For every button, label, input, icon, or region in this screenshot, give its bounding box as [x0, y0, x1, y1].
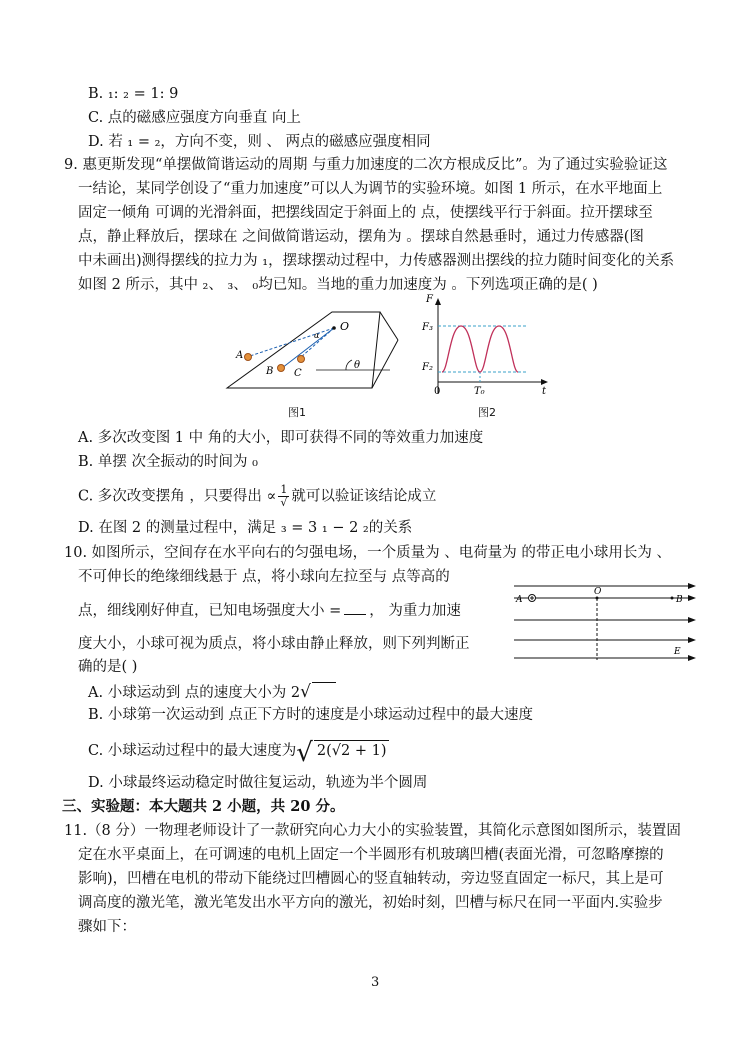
q9-option-d: D. 在图 2 的测量过程中，满足 ₃ = 3 ₁ − 2 ₂的关系: [78, 520, 413, 536]
q10-stem-line4: 度大小，小球可视为质点，将小球由静止释放，则下列判断正: [78, 636, 470, 652]
fig1-label-C: C: [294, 368, 302, 379]
figure-3-electric-field: [512, 578, 698, 662]
q8-option-c: C. 点的磁感应强度方向垂直 向上: [88, 110, 301, 126]
fig1-label-B: B: [266, 366, 274, 377]
section-3-heading: 三、实验题：本大题共 2 小题，共 20 分。: [62, 798, 345, 815]
q10-stem-line5: 确的是( ): [78, 659, 138, 675]
q9-stem-line6: 如图 2 所示，其中 ₂、 ₃、 ₀均已知。当地的重力加速度为 。下列选项正确的是( ): [78, 277, 598, 293]
q9c-text-post: 就可以验证该结论成立: [291, 488, 437, 505]
page-number: 3: [371, 975, 380, 990]
q10a-text: A. 小球运动到 点的速度大小为 2: [88, 685, 301, 701]
q9c-numerator: 1: [278, 484, 289, 497]
fig3-label-E: E: [674, 647, 681, 657]
q9-stem-line3: 固定一倾角 可调的光滑斜面，把摆线固定于斜面上的 点，使摆线平行于斜面。拉开摆球至: [78, 205, 653, 221]
q9-stem-line1: 9. 惠更斯发现“单摆做简谐运动的周期 与重力加速度的二次方根成反比”。为了通过实验验证这: [64, 157, 668, 173]
q10-option-c: [88, 738, 389, 768]
figure-2-caption: 图2: [478, 406, 496, 419]
fig2-label-F: F: [426, 294, 433, 305]
fig2-label-origin: 0: [434, 386, 441, 397]
fig1-label-A: A: [236, 350, 244, 361]
q10c-radical-icon: √: [296, 738, 313, 768]
q10c-radicand: 2(√2 + 1): [314, 740, 390, 761]
q10c-text: C. 小球运动过程中的最大速度为: [88, 743, 297, 759]
fig3-label-O: O: [594, 587, 602, 597]
fig2-label-F3: F₃: [422, 322, 433, 333]
q10-stem-line2: 不可伸长的绝缘细线悬于 点，将小球向左拉至与 点等高的: [78, 569, 450, 585]
q11-stem-line2: 定在水平桌面上，在可调速的电机上固定一个半圆形有机玻璃凹槽(表面光滑，可忽略摩擦的: [78, 847, 664, 863]
fig2-label-t: t: [542, 386, 547, 397]
fig2-label-F2: F₂: [422, 362, 433, 373]
q9-stem-line4: 点，静止释放后，摆球在 之间做简谐运动，摆角为 。摆球自然悬垂时，通过力传感器(图: [78, 229, 644, 245]
q10-line3-post: ， 为重力加速: [369, 603, 461, 619]
q9c-denominator: √: [280, 496, 288, 509]
q8-option-b: B. ₁: ₂ = 1: 9: [88, 86, 179, 102]
q10a-radicand: [312, 682, 336, 703]
q9-option-c: [78, 484, 436, 509]
q9-option-b: B. 单摆 次全振动的时间为 ₀: [78, 454, 258, 470]
q11-stem-line3: 影响)，凹槽在电机的带动下能绕过凹槽圆心的竖直轴转动，旁边竖直固定一标尺，其上是可: [78, 871, 664, 887]
q9-stem-line2: 一结论，某同学创设了“重力加速度”可以人为调节的实验环境。如图 1 所示，在水平地面上: [78, 181, 663, 197]
q9-option-a: A. 多次改变图 1 中 角的大小，即可获得不同的等效重力加速度: [78, 430, 484, 446]
q10-fraction-bar: [344, 604, 366, 615]
q10-stem-line3: [78, 601, 461, 621]
fig1-label-alpha: α: [314, 331, 320, 340]
fig3-label-A: A: [516, 595, 523, 605]
q11-stem-line4: 调高度的激光笔，激光笔发出水平方向的激光，初始时刻，凹槽与标尺在同一平面内.实验步: [78, 895, 663, 911]
q11-stem-line1: 11.（8 分）一物理老师设计了一款研究向心力大小的实验装置，其简化示意图如图所示，装置固: [64, 823, 681, 839]
figure-2-force-time-graph: [418, 294, 550, 404]
fig1-label-theta: θ: [354, 360, 361, 371]
q10-stem-line1: 10. 如图所示，空间存在水平向右的匀强电场，一个质量为 、电荷量为 的带正电小球用长为 、: [64, 545, 671, 561]
figure-1-caption: 图1: [288, 406, 306, 419]
q10-line3-pre: 点，细线刚好伸直，已知电场强度大小 =: [78, 603, 342, 619]
fig3-label-B: B: [676, 595, 683, 605]
q10-option-d: D. 小球最终运动稳定时做往复运动，轨迹为半个圆周: [88, 775, 428, 791]
figure-1-incline: [222, 300, 402, 400]
q9-stem-line5: 中未画出)测得摆线的拉力为 ₁，摆球摆动过程中，力传感器测出摆线的拉力随时间变化的关系: [78, 253, 675, 269]
q9c-text-pre: C. 多次改变摆角 ，只要得出 ∝: [78, 488, 277, 505]
q9c-fraction: [278, 484, 289, 509]
q10-option-b: B. 小球第一次运动到 点正下方时的速度是小球运动过程中的最大速度: [88, 707, 533, 723]
fig1-label-O: O: [340, 320, 350, 333]
fig2-label-T0: T₀: [474, 386, 485, 397]
q8-option-d: D. 若 ₁ = ₂，方向不变，则 、 两点的磁感应强度相同: [88, 134, 431, 150]
q10-option-a: [88, 682, 336, 703]
q11-stem-line5: 骤如下：: [78, 919, 136, 935]
q10a-radical-icon: √: [300, 682, 311, 702]
